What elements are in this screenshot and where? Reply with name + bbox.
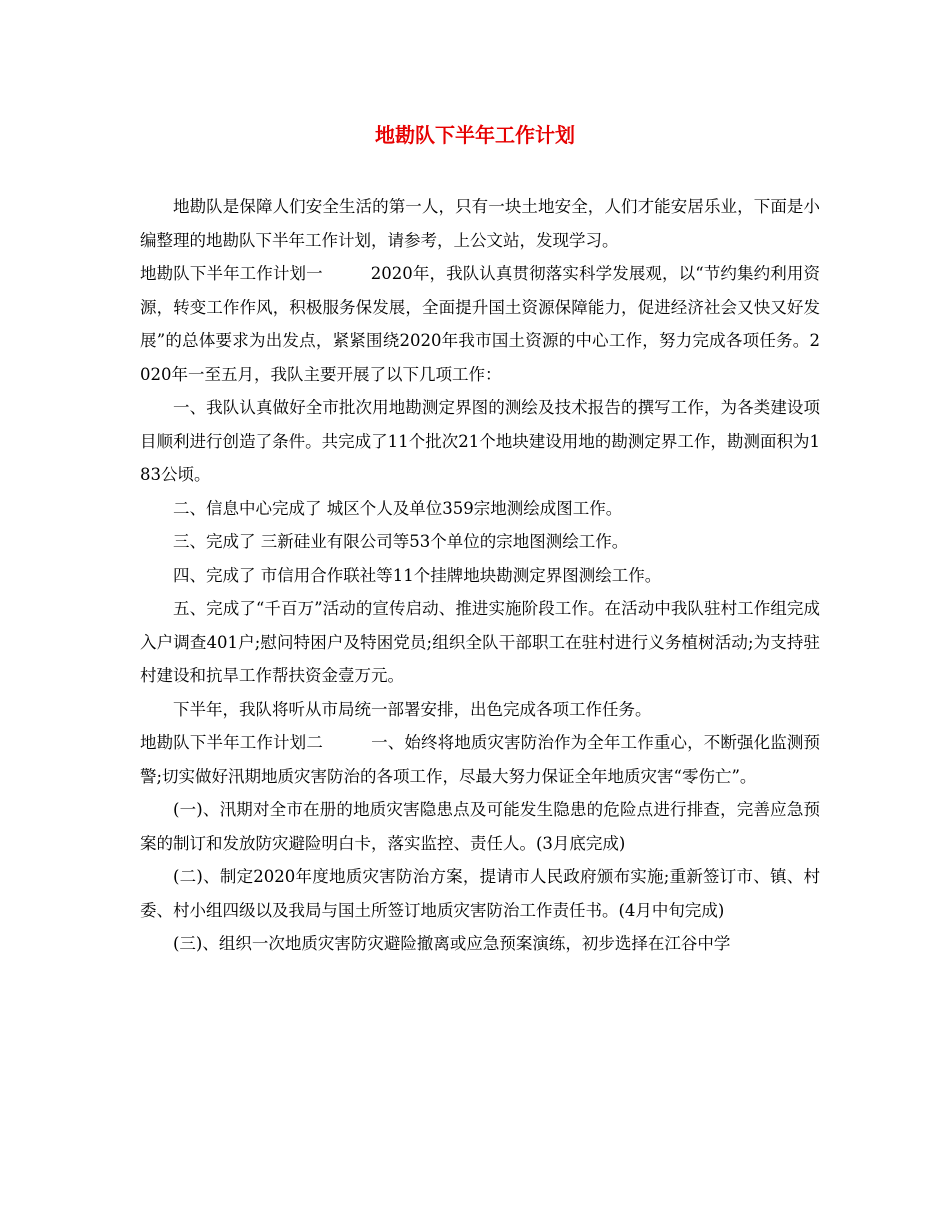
plan1-heading: 地勘队下半年工作计划一	[140, 264, 323, 283]
item-3-paragraph: 三、完成了 三新硅业有限公司等53个单位的宗地图测绘工作。	[173, 532, 629, 551]
document-body	[140, 190, 820, 961]
sub-item-3-paragraph: (三)、组织一次地质灾害防灾避险撤离或应急预案演练，初步选择在江谷中学	[173, 934, 731, 953]
plan2-text: 一、始终将地质灾害防治作为全年工作重心，不断强化监测预警;切实做好汛期地质灾害防治的各项工作，尽最大努力保证全年地质灾害“零伤亡”。	[140, 733, 821, 786]
plan2-heading: 地勘队下半年工作计划二	[140, 733, 323, 752]
sub-item-1-paragraph: (一)、汛期对全市在册的地质灾害隐患点及可能发生隐患的危险点进行排查，完善应急预案的制订和发放防灾避险明白卡，落实监控、责任人。(3月底完成)	[140, 800, 820, 853]
item-1-paragraph: 一、我队认真做好全市批次用地勘测定界图的测绘及技术报告的撰写工作，为各类建设项目顺利进行创造了条件。共完成了11个批次21个地块建设用地的勘测定界工作，勘测面积为183公顷。	[140, 398, 820, 484]
plan1-text: 2020年，我队认真贯彻落实科学发展观，以“节约集约利用资源，转变工作作风，积极服务保发展，全面提升国土资源保障能力，促进经济社会又快又好发展”的总体要求为出发点，紧紧围绕2020年我市国土资源的中心工作，努力完成各项任务。2020年一至五月，我队主要开展了以下几项工作：	[140, 264, 820, 384]
document-title: 地勘队下半年工作计划	[375, 123, 575, 147]
plan2-paragraph	[140, 726, 820, 793]
item-4-paragraph: 四、完成了 市信用合作联社等11个挂牌地块勘测定界图测绘工作。	[173, 565, 662, 585]
plan1-paragraph	[140, 257, 820, 391]
item-2-paragraph: 二、信息中心完成了 城区个人及单位359宗地测绘成图工作。	[173, 498, 623, 518]
sub-item-2-paragraph: (二)、制定2020年度地质灾害防治方案，提请市人民政府颁布实施;重新签订市、镇、村委、村小组四级以及我局与国土所签订地质灾害防治工作责任书。(4月中旬完成)	[140, 867, 820, 920]
item-6-paragraph: 下半年，我队将听从市局统一部署安排，出色完成各项工作任务。	[173, 699, 652, 719]
item-5-paragraph: 五、完成了“千百万”活动的宣传启动、推进实施阶段工作。在活动中我队驻村工作组完成入户调查401户;慰问特困户及特困党员;组织全队干部职工在驻村进行义务植树活动;为支持驻村建设和抗旱工作帮扶资金壹万元。	[140, 599, 820, 685]
intro-paragraph: 地勘队是保障人们安全生活的第一人，只有一块土地安全，人们才能安居乐业，下面是小编整理的地勘队下半年工作计划，请参考，上公文站，发现学习。	[140, 197, 820, 250]
